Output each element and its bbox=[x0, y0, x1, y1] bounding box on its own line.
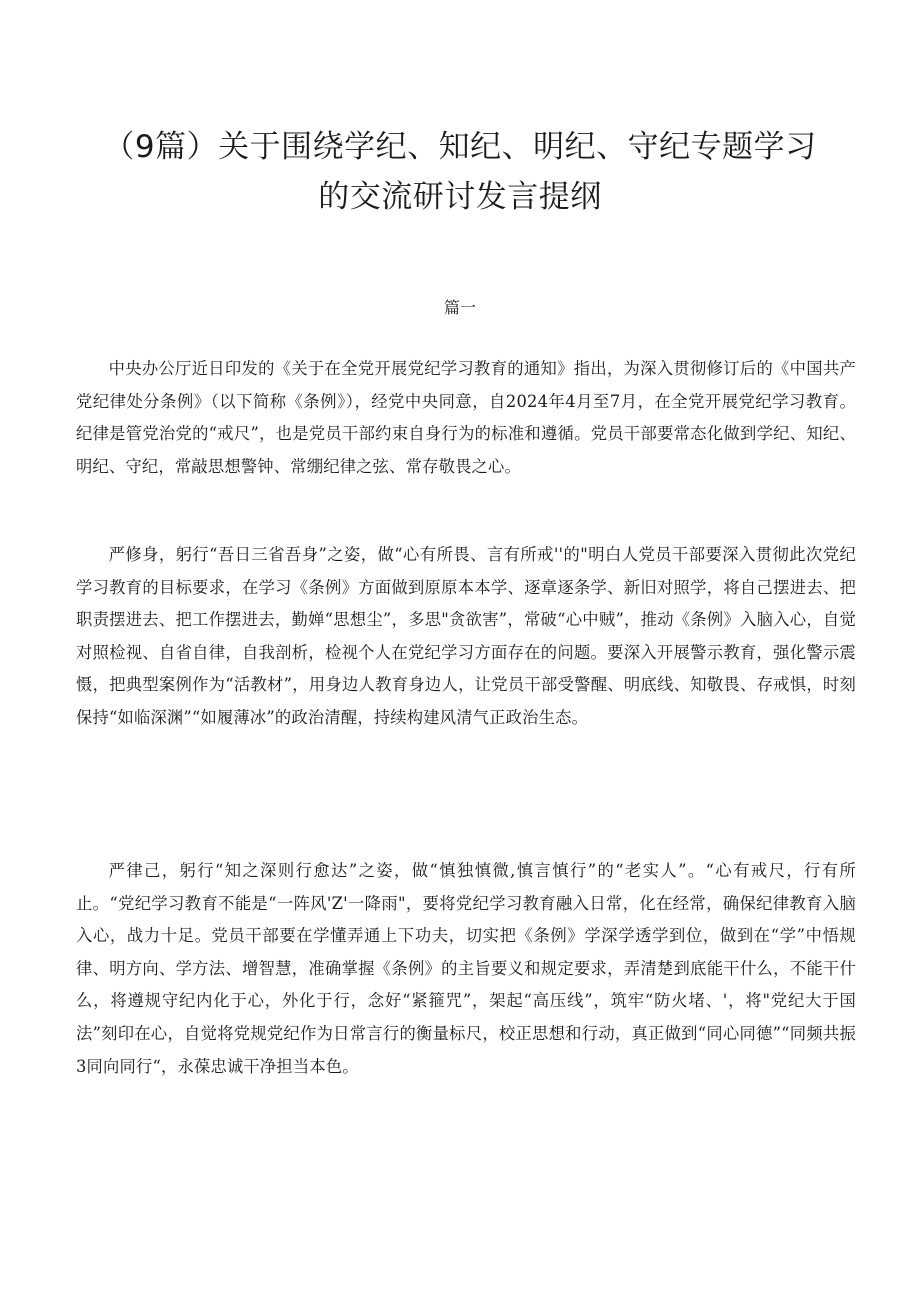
document-title bbox=[60, 122, 860, 222]
body-paragraph-2: 严修身，躬行“吾日三省吾身”之姿，做“心有所畏、言有所戒''的"明白人党员干部要深入贯彻此次党纪学习教育的目标要求，在学习《条例》方面做到原原本本学、逐章逐条学、新旧对照学，将自己摆进去、把职责摆进去、把工作摆进去，勤婵“思想尘”，多思"贪欲害”，常破“心中贼”，推动《条例》入脑入心，自觉对照检视、自省自律，自我剖析，检视个人在党纪学习方面存在的问题。要深入开展警示教育，强化警示震慑，把典型案例作为“活教材”，用身边人教育身边人，让党员干部受警醒、明底线、知敬畏、存戒惧，时刻保持“如临深渊”“如履薄冰”的政治清醒，持续构建风清气正政治生态。 bbox=[76, 545, 856, 727]
body-paragraph-3: 严律己，躬行“知之深则行愈达”之姿，做“慎独慎微,慎言慎行”的“老实人”。“心有戒尺，行有所止。“党纪学习教育不能是“一阵风'Z'一降雨"，要将党纪学习教育融入日常，化在经常，确保纪律教育入脑入心，战力十足。党员干部要在学懂弄通上下功夫，切实把《条例》学深学透学到位，做到在“学”中悟规律、明方向、学方法、增智慧，准确掌握《条例》的主旨要义和规定要求，弄清楚到底能干什么，不能干什么，将遵规守纪内化于心，外化于行，念好“紧箍咒”，架起“高压线”，筑牢“防火堵、'，将"党纪大于国法”刻印在心，自觉将党规党纪作为日常言行的衡量标尺，校正思想和行动，真正做到“同心同德”“同频共振3同向同行“，永葆忠诚干净担当本色。 bbox=[76, 861, 856, 1076]
body-paragraph-1: 中央办公厅近日印发的《关于在全党开展党纪学习教育的通知》指出，为深入贯彻修订后的《中国共产党纪律处分条例》（以下简称《条例》），经党中央同意，自2024年4月至7月，在全党开展党纪学习教育。纪律是管党治党的“戒尺”，也是党员干部约束自身行为的标准和遵循。党员干部要常态化做到学纪、知纪、明纪、守纪，常敲思想警钟、常绷纪律之弦、常存敬畏之心。 bbox=[76, 359, 856, 476]
section-heading: 篇一 bbox=[443, 298, 476, 317]
document-title-line-2: 的交流研讨发言提纲 bbox=[318, 179, 602, 215]
document-title-line-1: （9篇）关于围绕学纪、知纪、明纪、守纪专题学习 bbox=[103, 129, 817, 165]
